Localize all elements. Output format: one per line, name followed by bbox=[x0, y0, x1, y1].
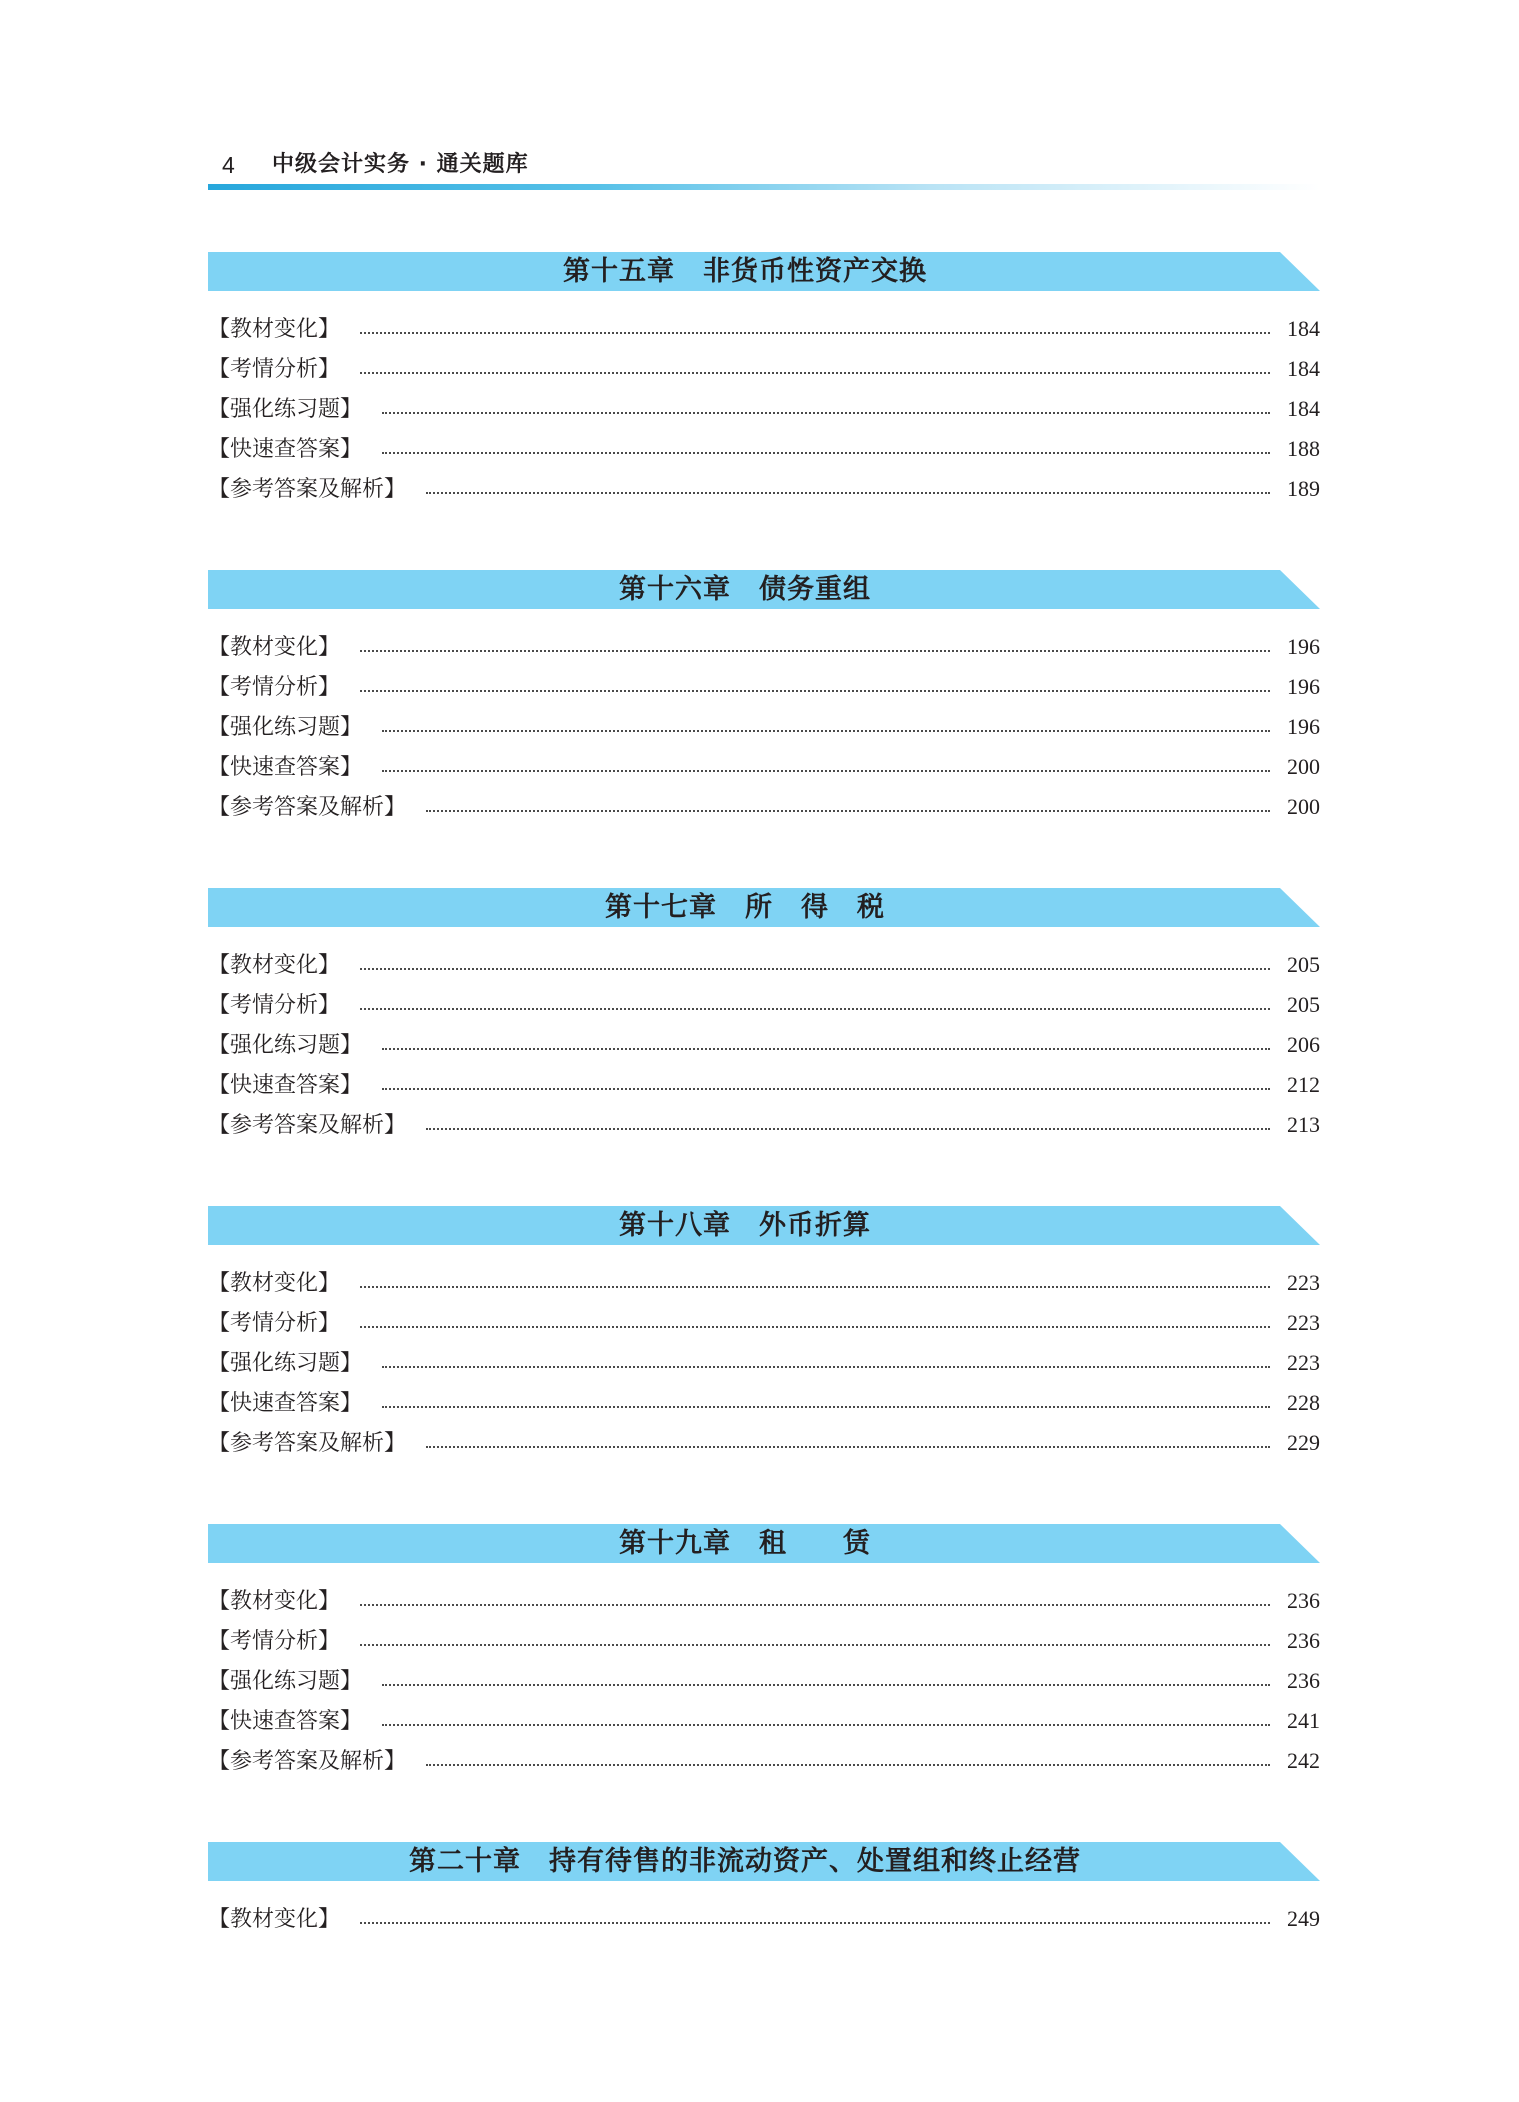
dot-leader bbox=[360, 994, 1270, 1010]
dot-leader bbox=[360, 954, 1270, 970]
toc-entry-label: 【考情分析】 bbox=[208, 993, 341, 1018]
dot-leader bbox=[360, 1590, 1270, 1606]
toc-entry-label: 【教材变化】 bbox=[208, 1589, 341, 1614]
toc-entry-label: 【考情分析】 bbox=[208, 675, 341, 700]
dot-leader bbox=[360, 1272, 1270, 1288]
dot-leader bbox=[382, 1670, 1270, 1686]
dot-leader bbox=[382, 1710, 1270, 1726]
toc-entry-label: 【快速查答案】 bbox=[208, 755, 363, 780]
dot-leader bbox=[360, 676, 1270, 692]
toc-entry-label: 【参考答案及解析】 bbox=[208, 1113, 407, 1138]
toc-entry-label: 【快速查答案】 bbox=[208, 1073, 363, 1098]
toc-entry-label: 【强化练习题】 bbox=[208, 1351, 363, 1376]
chapter-banner bbox=[208, 1206, 1320, 1245]
chapter-title: 第十八章 外币折算 bbox=[619, 1210, 871, 1241]
toc-entry[interactable] bbox=[208, 429, 1320, 469]
toc-entry-page: 223 bbox=[1287, 1350, 1320, 1375]
toc-entry-page: 236 bbox=[1287, 1588, 1320, 1613]
chapter-title: 第十七章 所 得 税 bbox=[605, 892, 885, 923]
toc-entry-label: 【快速查答案】 bbox=[208, 1391, 363, 1416]
toc-entry[interactable] bbox=[208, 667, 1320, 707]
chapter-banner bbox=[208, 252, 1320, 291]
toc-entry-label: 【教材变化】 bbox=[208, 635, 341, 660]
toc-entry[interactable] bbox=[208, 389, 1320, 429]
toc-entry[interactable] bbox=[208, 707, 1320, 747]
toc-entry-page: 212 bbox=[1287, 1072, 1320, 1097]
chapter-17 bbox=[208, 888, 1320, 1145]
toc-entry-page: 236 bbox=[1287, 1628, 1320, 1653]
toc-entry[interactable] bbox=[208, 1065, 1320, 1105]
toc-entry-label: 【快速查答案】 bbox=[208, 1709, 363, 1734]
chapter-banner bbox=[208, 1524, 1320, 1563]
toc-entry-label: 【参考答案及解析】 bbox=[208, 795, 407, 820]
toc-entry-page: 223 bbox=[1287, 1310, 1320, 1335]
toc-entry[interactable] bbox=[208, 309, 1320, 349]
toc-entry-page: 213 bbox=[1287, 1112, 1320, 1137]
chapter-banner bbox=[208, 1842, 1320, 1881]
chapter-18 bbox=[208, 1206, 1320, 1463]
toc-entry-label: 【快速查答案】 bbox=[208, 437, 363, 462]
dot-leader bbox=[382, 1034, 1270, 1050]
dot-leader bbox=[360, 318, 1270, 334]
toc-entry-page: 184 bbox=[1287, 356, 1320, 381]
toc-entry-page: 205 bbox=[1287, 992, 1320, 1017]
toc-entry[interactable] bbox=[208, 1701, 1320, 1741]
toc-entry[interactable] bbox=[208, 1263, 1320, 1303]
toc-entry-page: 236 bbox=[1287, 1668, 1320, 1693]
toc-entry[interactable] bbox=[208, 945, 1320, 985]
toc-entry-page: 241 bbox=[1287, 1708, 1320, 1733]
toc-entry-label: 【强化练习题】 bbox=[208, 1669, 363, 1694]
page-number: 4 bbox=[222, 152, 235, 178]
toc-entry-page: 184 bbox=[1287, 396, 1320, 421]
toc-entry-label: 【考情分析】 bbox=[208, 1311, 341, 1336]
dot-leader bbox=[426, 1432, 1270, 1448]
dot-leader bbox=[360, 636, 1270, 652]
toc-entry[interactable] bbox=[208, 1423, 1320, 1463]
toc-entry-page: 184 bbox=[1287, 316, 1320, 341]
toc-entry-list bbox=[208, 1899, 1320, 1939]
chapter-banner bbox=[208, 888, 1320, 927]
toc-entry[interactable] bbox=[208, 747, 1320, 787]
toc-entry-label: 【教材变化】 bbox=[208, 317, 341, 342]
toc-entry-page: 242 bbox=[1287, 1748, 1320, 1773]
toc-entry-label: 【强化练习题】 bbox=[208, 397, 363, 422]
chapter-16 bbox=[208, 570, 1320, 827]
toc-entry-label: 【参考答案及解析】 bbox=[208, 1431, 407, 1456]
chapter-19 bbox=[208, 1524, 1320, 1781]
toc-entry[interactable] bbox=[208, 985, 1320, 1025]
toc-entry[interactable] bbox=[208, 1343, 1320, 1383]
dot-leader bbox=[382, 716, 1270, 732]
toc-entry-page: 228 bbox=[1287, 1390, 1320, 1415]
toc-entry-page: 223 bbox=[1287, 1270, 1320, 1295]
toc-entry[interactable] bbox=[208, 1581, 1320, 1621]
dot-leader bbox=[426, 796, 1270, 812]
toc-entry-page: 200 bbox=[1287, 794, 1320, 819]
dot-leader bbox=[382, 1392, 1270, 1408]
chapter-20 bbox=[208, 1842, 1320, 1939]
dot-leader bbox=[382, 398, 1270, 414]
page-header bbox=[208, 150, 1320, 190]
chapter-banner bbox=[208, 570, 1320, 609]
toc-entry-page: 206 bbox=[1287, 1032, 1320, 1057]
dot-leader bbox=[426, 478, 1270, 494]
toc-entry[interactable] bbox=[208, 1621, 1320, 1661]
toc-entry-page: 196 bbox=[1287, 674, 1320, 699]
book-title: 中级会计实务 · 通关题库 bbox=[272, 152, 529, 177]
toc-entry[interactable] bbox=[208, 1741, 1320, 1781]
toc-entry[interactable] bbox=[208, 787, 1320, 827]
chapter-title: 第十九章 租 赁 bbox=[619, 1528, 871, 1559]
dot-leader bbox=[360, 358, 1270, 374]
toc-entry-label: 【教材变化】 bbox=[208, 1271, 341, 1296]
toc-entry-label: 【强化练习题】 bbox=[208, 715, 363, 740]
toc-entry-page: 196 bbox=[1287, 714, 1320, 739]
toc-entry[interactable] bbox=[208, 1105, 1320, 1145]
toc-entry-label: 【考情分析】 bbox=[208, 357, 341, 382]
chapter-title: 第十五章 非货币性资产交换 bbox=[563, 256, 927, 287]
dot-leader bbox=[382, 1074, 1270, 1090]
chapter-title: 第十六章 债务重组 bbox=[619, 574, 871, 605]
dot-leader bbox=[382, 1352, 1270, 1368]
toc-entry-list bbox=[208, 309, 1320, 509]
toc-entry[interactable] bbox=[208, 1383, 1320, 1423]
chapter-title: 第二十章 持有待售的非流动资产、处置组和终止经营 bbox=[409, 1846, 1081, 1877]
toc-entry-label: 【教材变化】 bbox=[208, 953, 341, 978]
toc-entry-page: 188 bbox=[1287, 436, 1320, 461]
dot-leader bbox=[426, 1750, 1270, 1766]
dot-leader bbox=[382, 438, 1270, 454]
toc-entry-list bbox=[208, 1263, 1320, 1463]
toc-entry-label: 【强化练习题】 bbox=[208, 1033, 363, 1058]
dot-leader bbox=[426, 1114, 1270, 1130]
toc-entry-label: 【考情分析】 bbox=[208, 1629, 341, 1654]
dot-leader bbox=[382, 756, 1270, 772]
dot-leader bbox=[360, 1908, 1270, 1924]
toc-entry-page: 229 bbox=[1287, 1430, 1320, 1455]
toc-entry-label: 【教材变化】 bbox=[208, 1907, 341, 1932]
toc-entry-page: 200 bbox=[1287, 754, 1320, 779]
toc-entry-list bbox=[208, 1581, 1320, 1781]
toc-entry-page: 205 bbox=[1287, 952, 1320, 977]
toc-entry-page: 249 bbox=[1287, 1906, 1320, 1931]
header-rule bbox=[208, 184, 1320, 190]
toc-entry-label: 【参考答案及解析】 bbox=[208, 1749, 407, 1774]
dot-leader bbox=[360, 1630, 1270, 1646]
toc-entry-list bbox=[208, 945, 1320, 1145]
toc-entry[interactable] bbox=[208, 1899, 1320, 1939]
toc-entry[interactable] bbox=[208, 1025, 1320, 1065]
toc-entry[interactable] bbox=[208, 1661, 1320, 1701]
toc-entry-label: 【参考答案及解析】 bbox=[208, 477, 407, 502]
chapter-15 bbox=[208, 252, 1320, 509]
toc-entry[interactable] bbox=[208, 627, 1320, 667]
dot-leader bbox=[360, 1312, 1270, 1328]
toc-entry-page: 196 bbox=[1287, 634, 1320, 659]
toc-entry[interactable] bbox=[208, 349, 1320, 389]
toc-entry-list bbox=[208, 627, 1320, 827]
toc-entry[interactable] bbox=[208, 1303, 1320, 1343]
toc-entry-page: 189 bbox=[1287, 476, 1320, 501]
toc-entry[interactable] bbox=[208, 469, 1320, 509]
